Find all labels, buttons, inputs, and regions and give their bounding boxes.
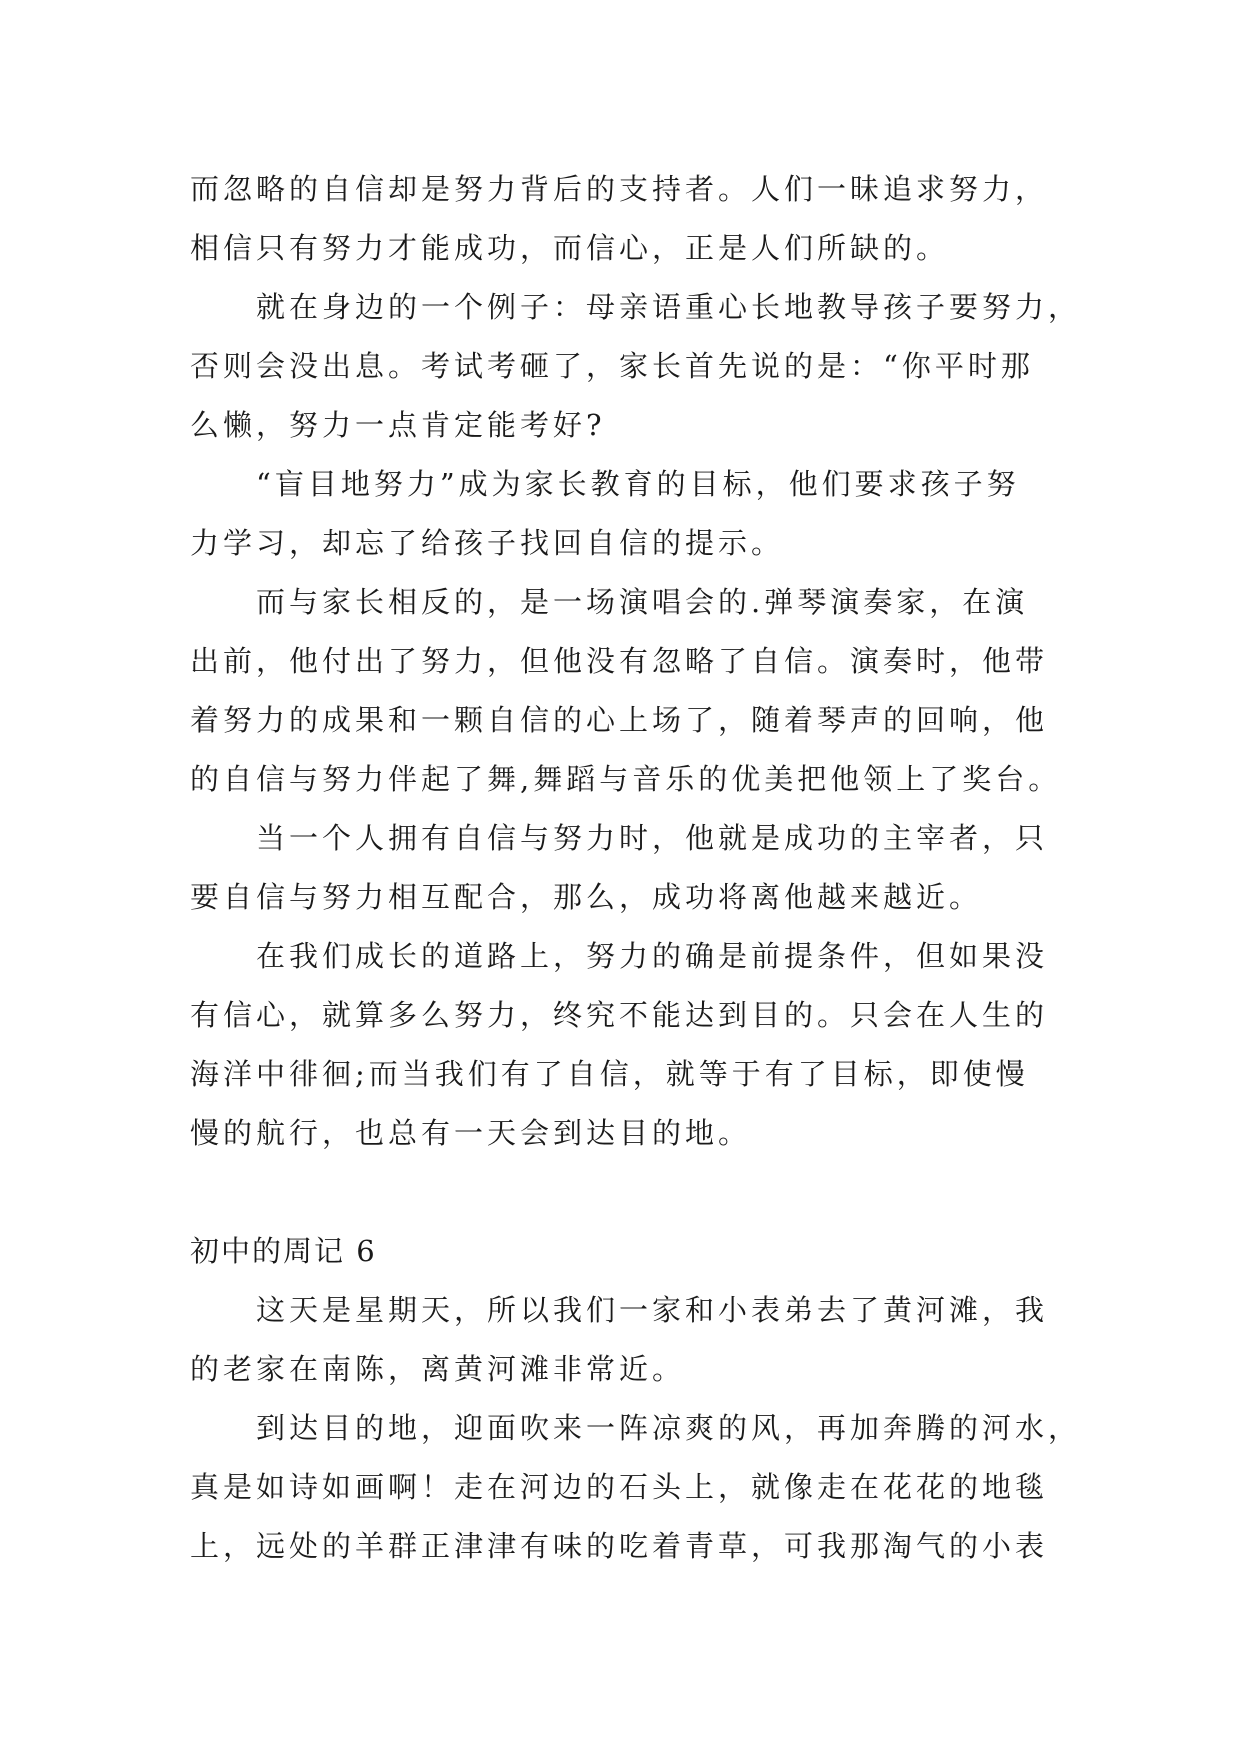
text-line: 到达目的地，迎面吹来一阵凉爽的风，再加奔腾的河水， (256, 1411, 1082, 1445)
text-line: 而与家长相反的，是一场演唱会的.弹琴演奏家，在演 (256, 585, 1029, 619)
text-line: 上，远处的羊群正津津有味的吃着青草，可我那淘气的小表 (190, 1529, 1049, 1563)
text-line: 力学习，却忘了给孩子找回自信的提示。 (190, 526, 785, 560)
text-line: 出前，他付出了努力，但他没有忽略了自信。演奏时，他带 (190, 644, 1049, 678)
text-line: 而忽略的自信却是努力背后的支持者。人们一昧追求努力， (190, 172, 1049, 206)
text-line: “盲目地努力”成为家长教育的目标，他们要求孩子努 (256, 467, 1020, 501)
text-line: 这天是星期天，所以我们一家和小表弟去了黄河滩，我 (256, 1293, 1049, 1327)
text-line: 真是如诗如画啊！走在河边的石头上，就像走在花花的地毯 (190, 1470, 1049, 1504)
text-line: 么懒，努力一点肯定能考好? (190, 408, 606, 442)
text-line: 在我们成长的道路上，努力的确是前提条件，但如果没 (256, 939, 1049, 973)
section-body (190, 1281, 1082, 1576)
text-line: 慢的航行，也总有一天会到达目的地。 (190, 1116, 752, 1150)
text-line: 否则会没出息。考试考砸了，家长首先说的是：“你平时那 (190, 349, 1034, 383)
text-line: 的老家在南陈，离黄河滩非常近。 (190, 1352, 686, 1386)
text-line: 相信只有努力才能成功，而信心，正是人们所缺的。 (190, 231, 950, 265)
text-line: 海洋中徘徊;而当我们有了自信，就等于有了目标，即使慢 (190, 1057, 1029, 1091)
section-title: 初中的周记 6 (190, 1234, 377, 1268)
text-line: 当一个人拥有自信与努力时，他就是成功的主宰者，只 (256, 821, 1049, 855)
document-body (190, 160, 1082, 1576)
essay-continuation (190, 160, 1082, 1163)
text-line: 有信心，就算多么努力，终究不能达到目的。只会在人生的 (190, 998, 1049, 1032)
text-line: 着努力的成果和一颗自信的心上场了，随着琴声的回响，他 (190, 703, 1049, 737)
text-line: 要自信与努力相互配合，那么，成功将离他越来越近。 (190, 880, 983, 914)
blank-line (190, 1163, 1070, 1222)
text-line: 就在身边的一个例子：母亲语重心长地教导孩子要努力， (256, 290, 1082, 324)
text-line: 的自信与努力伴起了舞,舞蹈与音乐的优美把他领上了奖台。 (190, 762, 1062, 796)
